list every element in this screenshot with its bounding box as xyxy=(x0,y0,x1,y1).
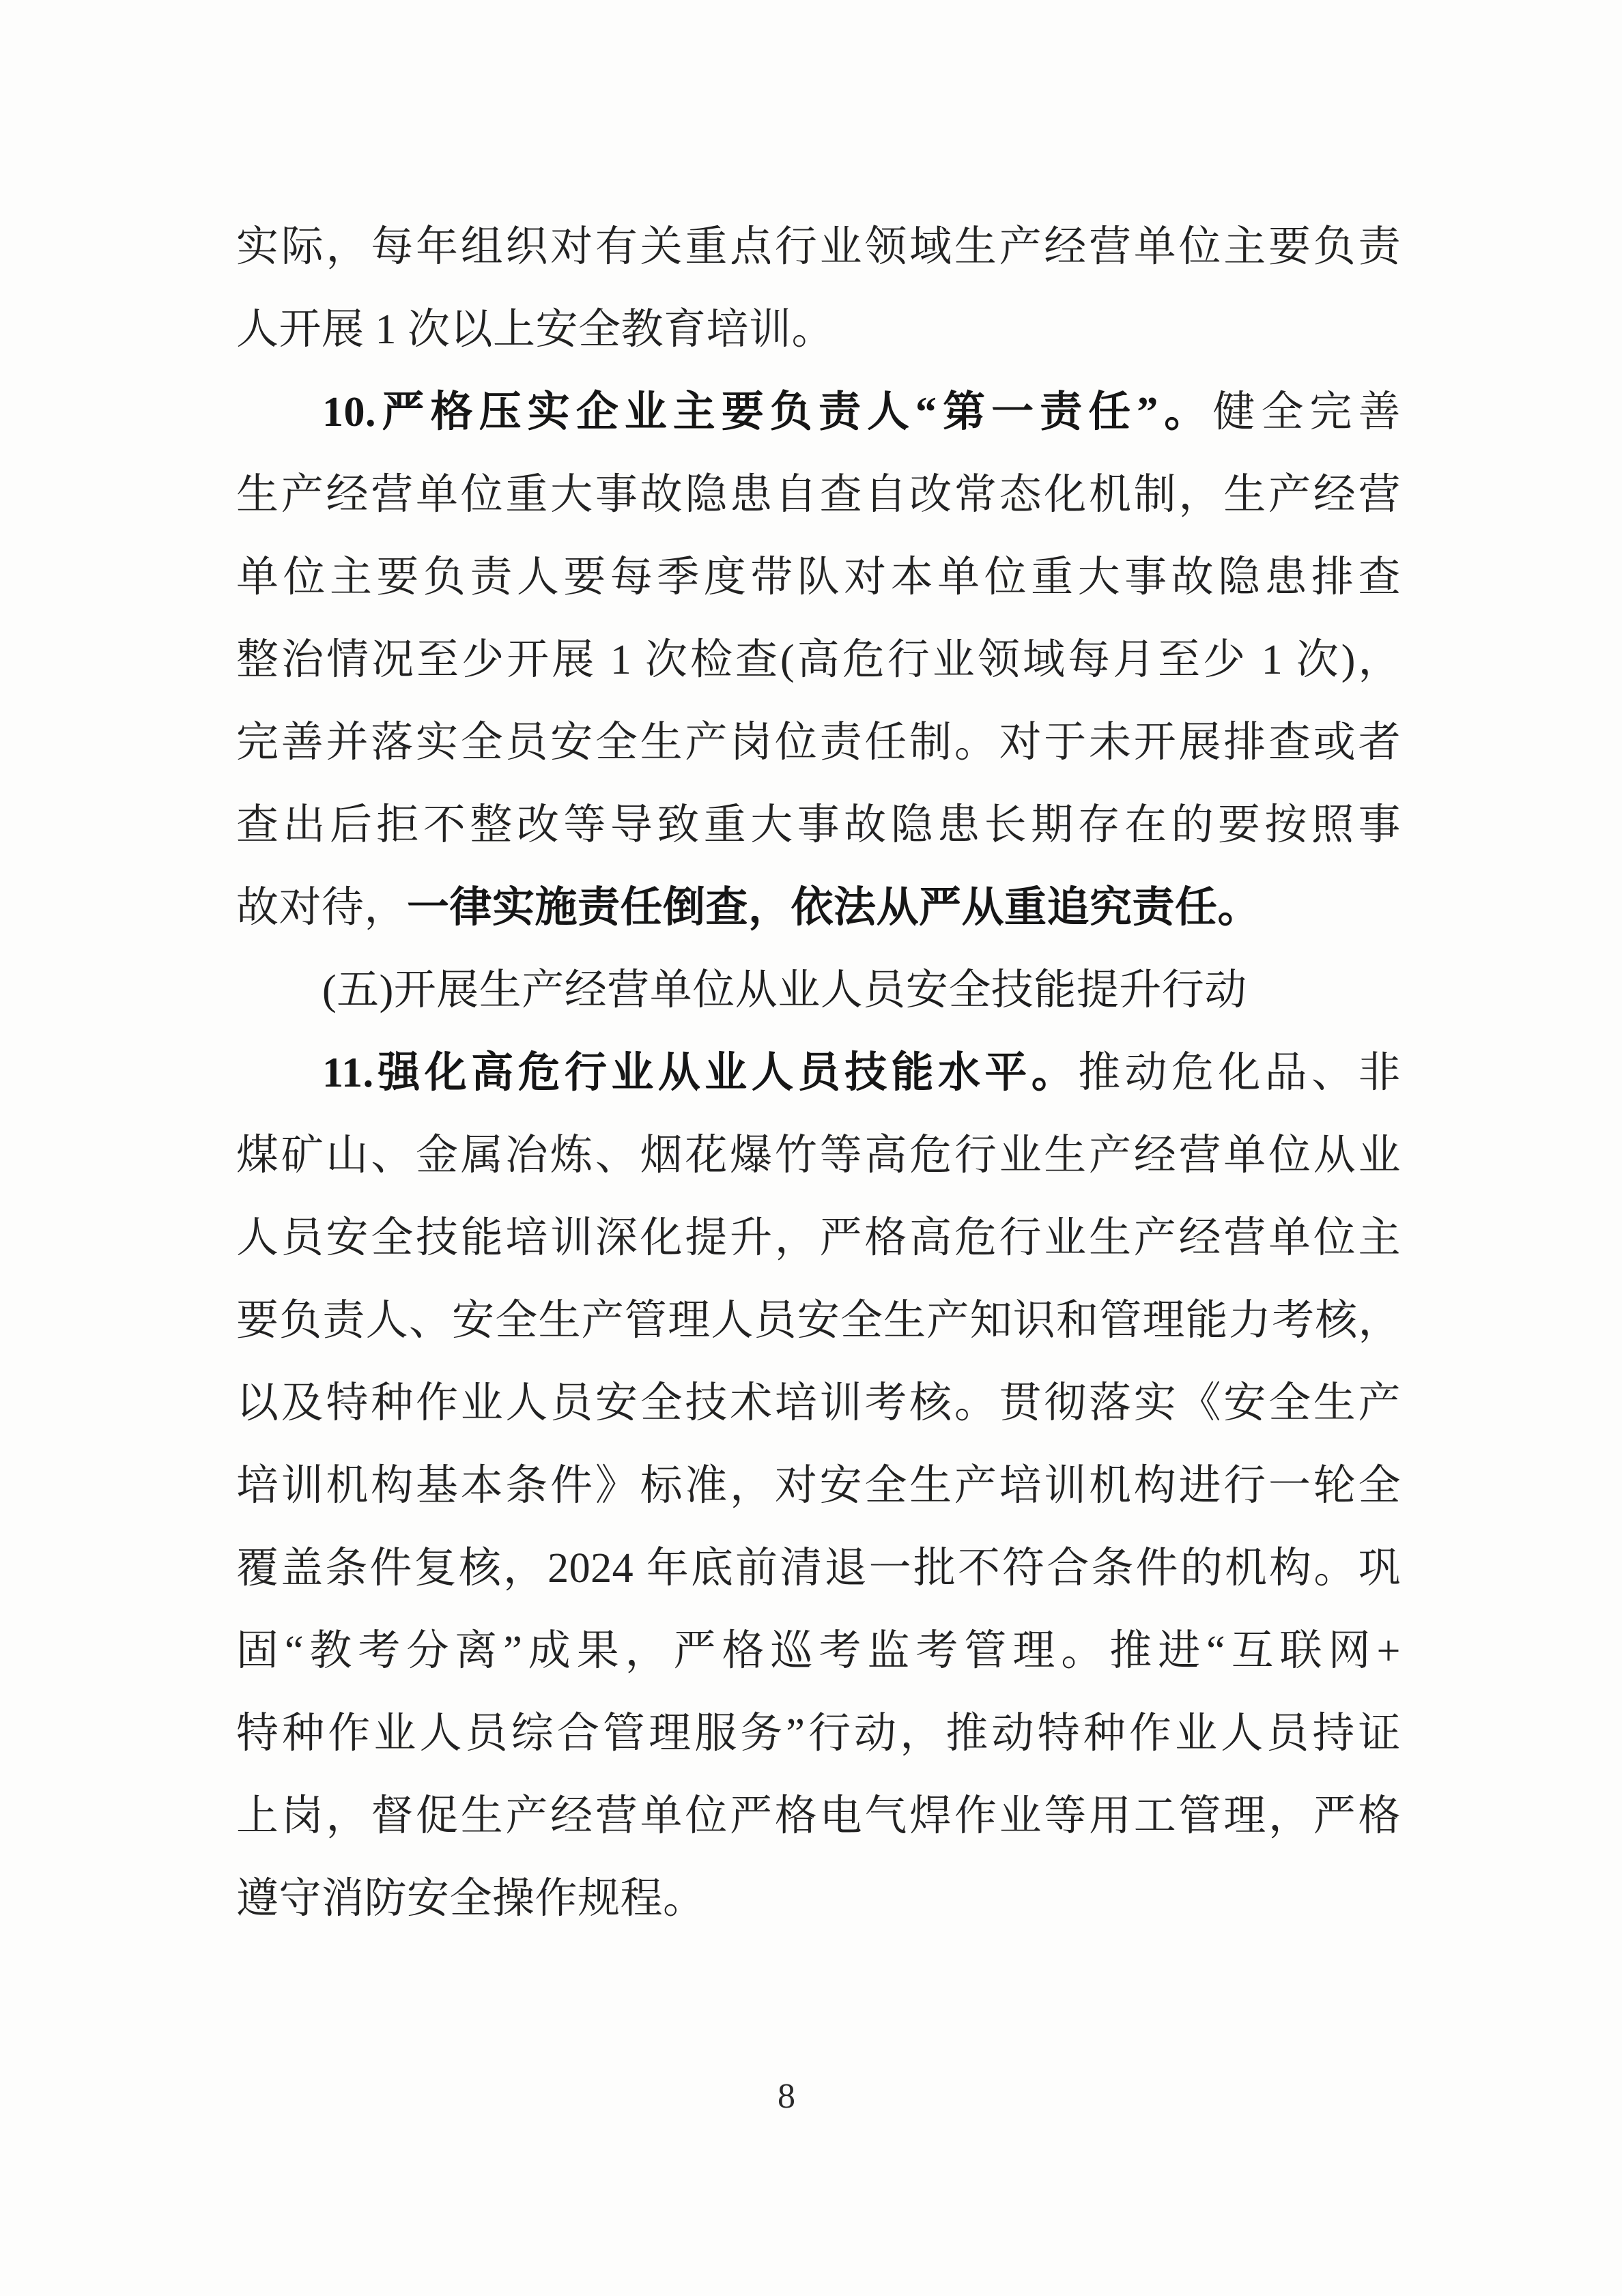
text-run: 覆盖条件复核，2024 年底前清退一批不符合条件的机构。巩 xyxy=(236,1545,1401,1592)
text-line-19 xyxy=(236,1693,1401,1775)
bold-text-run: 10.严格压实企业主要负责人“第一责任”。 xyxy=(322,389,1213,435)
text-line-5 xyxy=(236,536,1401,619)
text-line-7 xyxy=(236,702,1401,784)
text-run: 整治情况至少开展 1 次检查(高危行业领域每月至少 1 次)， xyxy=(236,637,1401,683)
text-run: 培训机构基本条件》标准，对安全生产培训机构进行一轮全 xyxy=(236,1463,1401,1509)
text-line-6 xyxy=(236,619,1401,702)
text-run: 健全完善 xyxy=(1212,389,1401,435)
text-line-17 xyxy=(236,1527,1401,1610)
text-line-8 xyxy=(236,784,1401,867)
text-run: 要负责人、安全生产管理人员安全生产知识和管理能力考核， xyxy=(236,1297,1401,1344)
text-run: 推动危化品、非 xyxy=(1078,1050,1401,1096)
text-line-16 xyxy=(236,1445,1401,1527)
bold-text-run: 一律实施责任倒查，依法从严从重追究责任。 xyxy=(407,885,1261,931)
text-run: 人员安全技能培训深化提升，严格高危行业生产经营单位主 xyxy=(236,1215,1401,1261)
text-line-4 xyxy=(236,454,1401,536)
text-run: 煤矿山、金属冶炼、烟花爆竹等高危行业生产经营单位从业 xyxy=(236,1132,1401,1179)
text-line-21 xyxy=(236,1858,1401,1940)
text-line-11 xyxy=(236,1032,1401,1115)
text-run: 人开展 1 次以上安全教育培训。 xyxy=(236,306,835,353)
text-run: (五)开展生产经营单位从业人员安全技能提升行动 xyxy=(322,967,1247,1014)
text-line-18 xyxy=(236,1610,1401,1693)
text-run: 特种作业人员综合管理服务”行动，推动特种作业人员持证 xyxy=(236,1710,1401,1757)
text-run: 查出后拒不整改等导致重大事故隐患长期存在的要按照事 xyxy=(236,802,1401,848)
text-line-2 xyxy=(236,289,1401,371)
text-run: 以及特种作业人员安全技术培训考核。贯彻落实《安全生产 xyxy=(236,1380,1401,1426)
text-run: 故对待， xyxy=(236,885,408,931)
text-run: 单位主要负责人要每季度带队对本单位重大事故隐患排查 xyxy=(236,554,1401,601)
text-line-1 xyxy=(236,206,1401,289)
text-run: 实际，每年组织对有关重点行业领域生产经营单位主要负责 xyxy=(236,224,1401,270)
text-run: 固“教考分离”成果，严格巡考监考管理。推进“互联网+ xyxy=(236,1628,1401,1674)
text-line-14 xyxy=(236,1280,1401,1362)
text-line-13 xyxy=(236,1197,1401,1280)
text-line-20 xyxy=(236,1775,1401,1858)
text-line-9 xyxy=(236,867,1401,949)
text-run: 上岗，督促生产经营单位严格电气焊作业等用工管理，严格 xyxy=(236,1793,1401,1839)
page-number: 8 xyxy=(778,2077,795,2116)
text-line-12 xyxy=(236,1115,1401,1197)
text-run: 完善并落实全员安全生产岗位责任制。对于未开展排查或者 xyxy=(236,719,1401,766)
text-line-15 xyxy=(236,1362,1401,1445)
text-run: 遵守消防安全操作规程。 xyxy=(236,1876,706,1922)
bold-text-run: 11.强化高危行业从业人员技能水平。 xyxy=(322,1050,1079,1096)
text-line-3 xyxy=(236,371,1401,454)
text-line-10 xyxy=(236,949,1401,1032)
text-run: 生产经营单位重大事故隐患自查自改常态化机制，生产经营 xyxy=(236,472,1401,518)
document-body xyxy=(236,206,1401,1940)
